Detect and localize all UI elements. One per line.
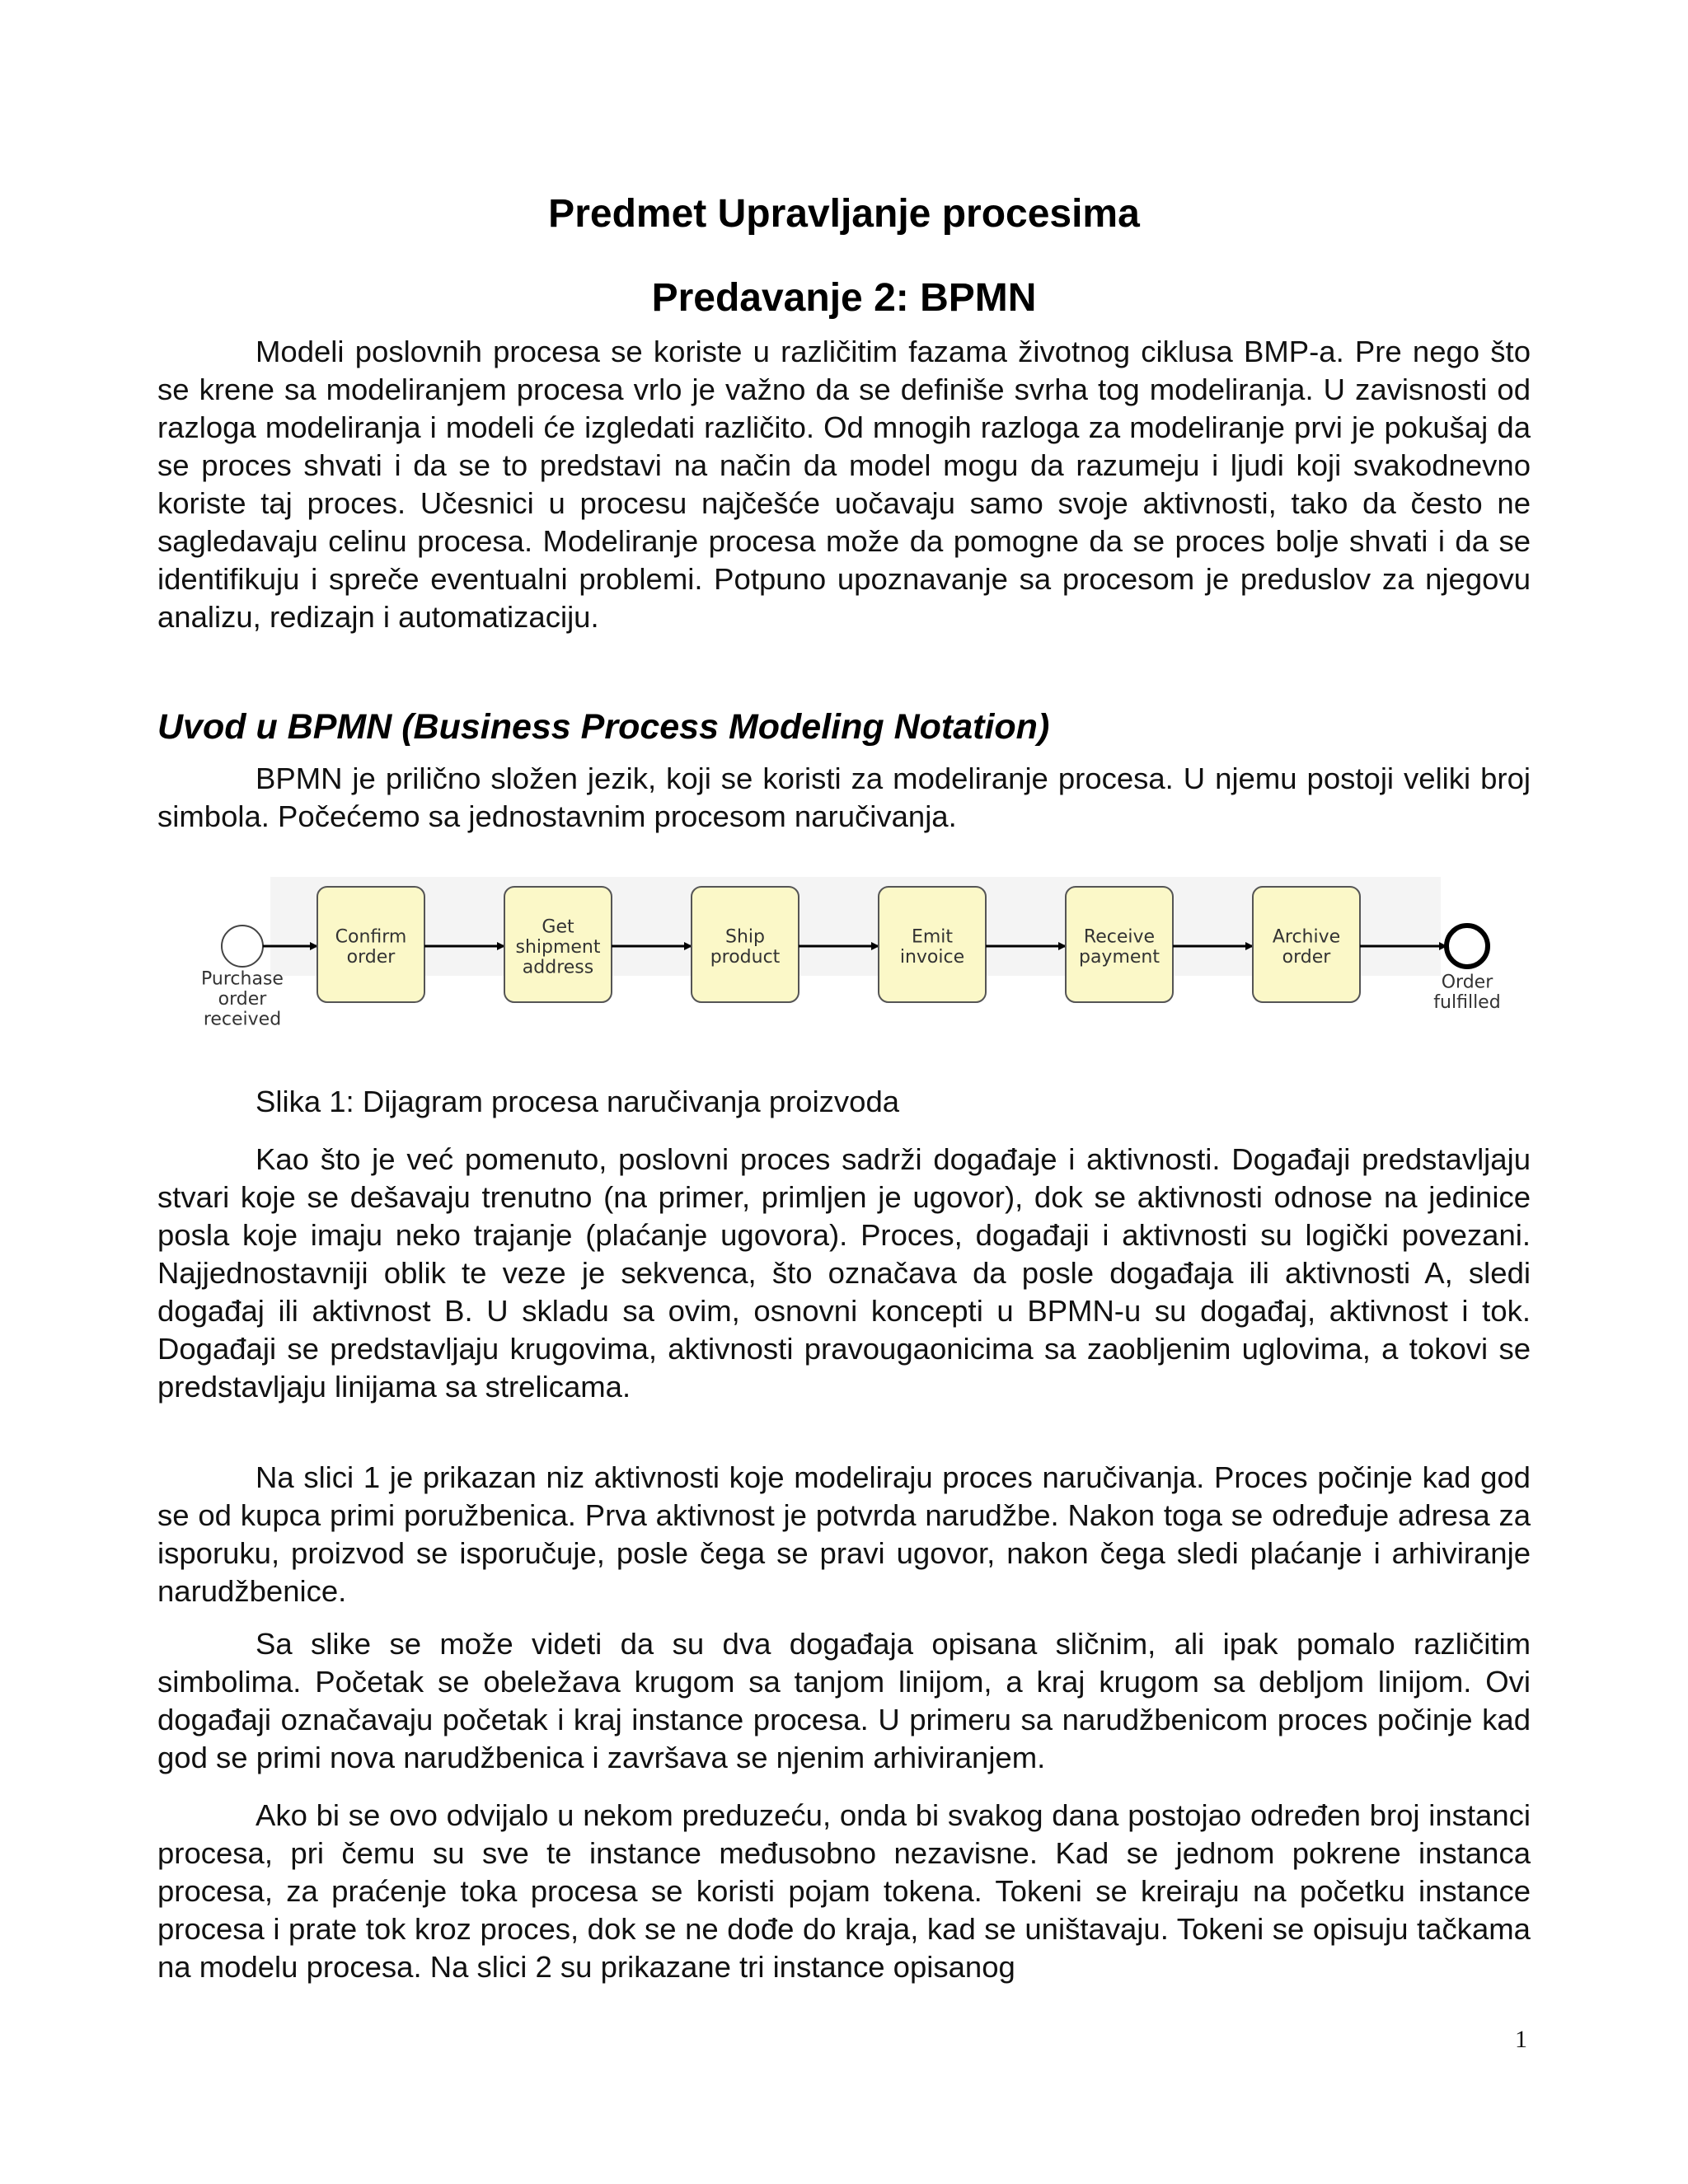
document-title: Predmet Upravljanje procesima	[548, 192, 1140, 236]
task-label: Emit	[911, 926, 954, 948]
task-label: order	[1282, 947, 1331, 968]
page-number: 1	[1515, 2026, 1527, 2053]
body-paragraph-2: Na slici 1 je prikazan niz aktivnosti koje modeliraju proces naručivanja. Proces počinje kad god se od kupca primi poružbenica. Prva aktivnost je potvrda narudžbe. Nakon toga se određuje adresa za isporuku, proizvod se isporučuje, posle čega se pravi ugovor, nakon čega sledi plaćanje i arhiviranje narudžbenice.	[157, 1460, 1531, 1608]
body-paragraph-3: Sa slike se može videti da su dva događaja opisana sličnim, ali ipak pomalo različitim simbolima. Početak se obeležava krugom sa tanjom linijom, a kraj krugom sa debljom linijom. Ovi događaji označavaju početak i kraj instance procesa. U primeru sa narudžbenicom proces počinje kad god se primi nova narudžbenica i završava se njenim arhiviranjem.	[157, 1627, 1531, 1774]
end-event-label: fulfilled	[1433, 992, 1501, 1014]
task-label: Receive	[1083, 926, 1156, 948]
figure-caption: Slika 1: Dijagram procesa naručivanja proizvoda	[256, 1085, 900, 1118]
task-label: payment	[1078, 947, 1160, 968]
start-event-label: order	[218, 988, 267, 1010]
start-event-label: Purchase	[201, 968, 284, 990]
task-label: Confirm	[335, 926, 407, 948]
body-paragraph-1: Kao što je već pomenuto, poslovni proces sadrži događaje i aktivnosti. Događaji predstavljaju stvari koje se dešavaju trenutno (na primer, primljen je ugovor), dok se aktivnosti odnose na jedinice posla koje imaju neko trajanje (plaćanje ugovora). Proces, događaji i aktivnosti su logički povezani. Najjednostavniji oblik te veze je sekvenca, što označava da posle događaja ili aktivnosti A, sledi događaj ili aktivnost B. U skladu sa ovim, osnovni koncepti u BPMN-u su događaj, aktivnost i tok. Događaji se predstavljaju krugovima, aktivnosti pravougaonicima sa zaobljenim uglovima, a tokovi se predstavljaju linijama sa strelicama.	[157, 1142, 1531, 1404]
task-label: product	[710, 947, 781, 968]
task-label: shipment	[515, 936, 601, 958]
bpmn-order-process-diagram	[188, 870, 1523, 1035]
end-event-label: Order	[1441, 972, 1493, 993]
start-event-label: received	[203, 1009, 282, 1030]
task-label: Get	[542, 916, 574, 938]
start-event-circle	[222, 926, 263, 967]
intro-paragraph: Modeli poslovnih procesa se koriste u različitim fazama životnog ciklusa BMP-a. Pre nego što se krene sa modeliranjem procesa vrlo je važno da se definiše svrha tog modeliranja. U zavisnosti od razloga modeliranja i modeli će izgledati različito. Od mnogih razloga za modeliranje prvi je pokušaj da se proces shvati i da se to predstavi na način da model mogu da razumeju i ljudi koji svakodnevno koriste taj proces. Učesnici u procesu najčešće uočavaju samo svoje aktivnosti, tako da često ne sagledavaju celinu procesa. Modeliranje procesa može da pomogne da se proces bolje shvati i da se identifikuju i spreče eventualni problemi. Potpuno upoznavanje sa procesom je preduslov za njegovu analizu, redizajn i automatizaciju.	[157, 335, 1531, 634]
task-label: Ship	[725, 926, 765, 948]
lecture-title: Predavanje 2: BPMN	[651, 276, 1037, 320]
task-label: order	[346, 947, 396, 968]
task-label: address	[522, 957, 594, 978]
body-paragraph-4: Ako bi se ovo odvijalo u nekom preduzeću, onda bi svakog dana postojao određen broj instanci procesa, pri čemu su sve te instance međusobno nezavisne. Kad se jednom pokrene instanca procesa, za praćenje toka procesa se koristi pojam tokena. Tokeni se kreiraju na početku instance procesa i prate tok kroz proces, dok se ne dođe do kraja, kad se uništavaju. Tokeni se opisuju tačkama na modelu procesa. Na slici 2 su prikazane tri instance opisanog	[157, 1798, 1531, 1984]
section-intro-paragraph: BPMN je prilično složen jezik, koji se koristi za modeliranje procesa. U njemu postoji veliki broj simbola. Počećemo sa jednostavnim procesom naručivanja.	[157, 762, 1531, 833]
section-heading: Uvod u BPMN (Business Process Modeling Notation)	[157, 707, 1050, 747]
task-label: invoice	[899, 947, 965, 968]
task-label: Archive	[1272, 926, 1341, 948]
end-event-circle	[1447, 926, 1488, 967]
